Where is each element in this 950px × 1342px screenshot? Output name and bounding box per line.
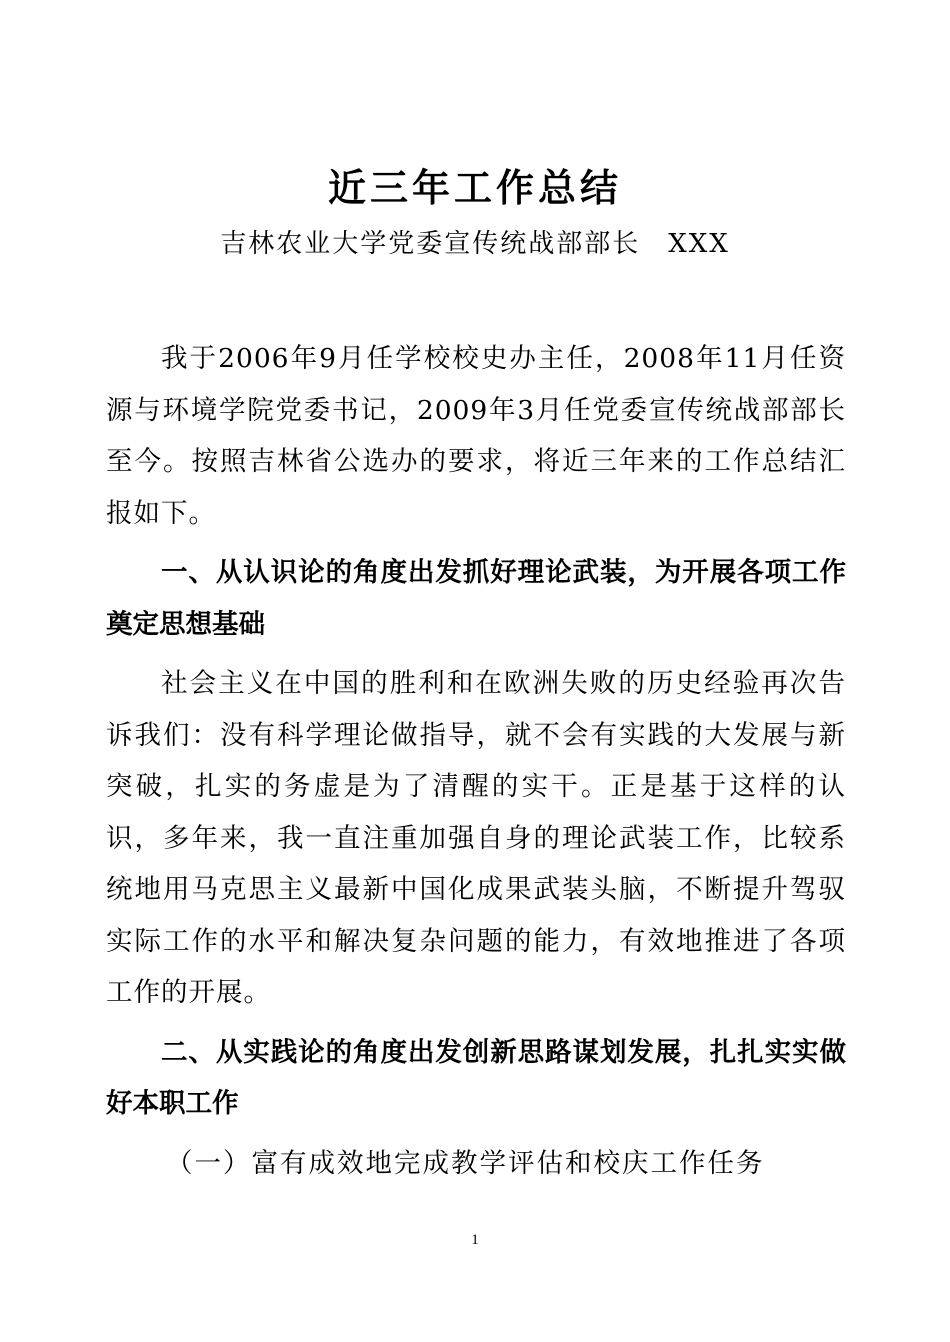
- section-heading-1: 一、从认识论的角度出发抓好理论武装，为开展各项工作奠定思想基础: [106, 557, 846, 640]
- page-number: 1: [471, 1232, 479, 1248]
- author-name: XXX: [668, 229, 730, 259]
- section-1-paragraph: 社会主义在中国的胜利和在欧洲失败的历史经验再次告诉我们：没有科学理论做指导，就不会有实践的大发展与新突破，扎实的务虚是为了清醒的实干。正是基于这样的认识，多年来，我一直注重加强自身的理论武装工作，比较系统地用马克思主义最新中国化成果武装头脑，不断提升驾驭实际工作的水平和解决复杂问题的能力，有效地推进了各项工作的开展。: [106, 668, 846, 1008]
- document-subtitle: [0, 222, 950, 266]
- section-heading-2: 二、从实践论的角度出发创新思路谋划发展，扎扎实实做好本职工作: [106, 1036, 846, 1119]
- subsection-heading-1: （一）富有成效地完成教学评估和校庆工作任务: [166, 1147, 765, 1179]
- intro-paragraph: 我于2006年9月任学校校史办主任，2008年11月任资源与环境学院党委书记，2009年3月任党委宣传统战部部长至今。按照吉林省公选办的要求，将近三年来的工作总结汇报如下。: [106, 343, 846, 529]
- document-body: [106, 333, 846, 1189]
- document-title: 近三年工作总结: [327, 166, 622, 210]
- author-position: 吉林农业大学党委宣传统战部部长: [220, 229, 641, 259]
